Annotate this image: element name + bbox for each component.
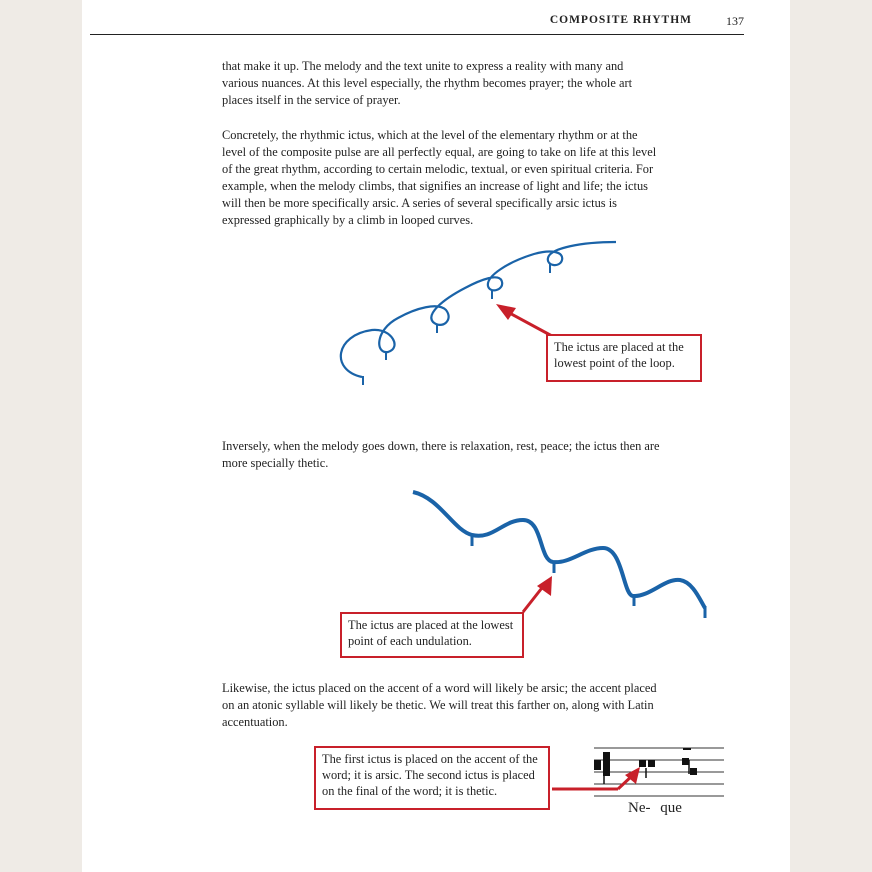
pointer-arrowhead (496, 304, 516, 320)
chant-notation-figure (548, 738, 728, 798)
loop-callout: The ictus are placed at the lowest point of the loop. (546, 334, 702, 382)
paragraph-4: Likewise, the ictus placed on the accent of a word will likely be arsic; the accent placed on an atonic syllable will likely be thetic. We will treat this farther on, along with Latin accentuation. (222, 681, 657, 729)
chant-callout: The first ictus is placed on the accent of the word; it is arsic. The second ictus is placed on the final of the word; it is thetic. (314, 746, 550, 810)
chapter-title: COMPOSITE RHYTHM (549, 14, 692, 26)
page-number: 137 (726, 14, 744, 28)
undulation-figure (405, 480, 715, 620)
undulating-curve (413, 492, 705, 608)
chant-lyrics: Ne- que (628, 800, 682, 816)
paragraph-2: Concretely, the rhythmic ictus, which at the level of the elementary rhythm or at the level of the composite pulse are all perfectly equal, are going to take on life at this level of the great rhythm, according to certain melodic, textual, or even spiritual criteria. For example, when the melody climbs, that signifies an increase of light and life; the ictus will then be more specifically arsic. A series of several specifically arsic ictus is expressed graphically by a climb in looped curves. (222, 128, 657, 227)
paragraph-3: Inversely, when the melody goes down, there is relaxation, rest, peace; the ictus then are more specially thetic. (222, 439, 660, 470)
running-header (90, 10, 744, 35)
paragraph-1: that make it up. The melody and the text unite to express a reality with many and various nuances. At this level especially, the rhythm becomes prayer; the whole art places itself in the service of prayer. (222, 59, 633, 107)
undulation-callout: The ictus are placed at the lowest point of each undulation. (340, 612, 524, 658)
neume-2 (639, 760, 655, 778)
neume-1 (594, 752, 610, 784)
neume-3 (682, 748, 697, 775)
